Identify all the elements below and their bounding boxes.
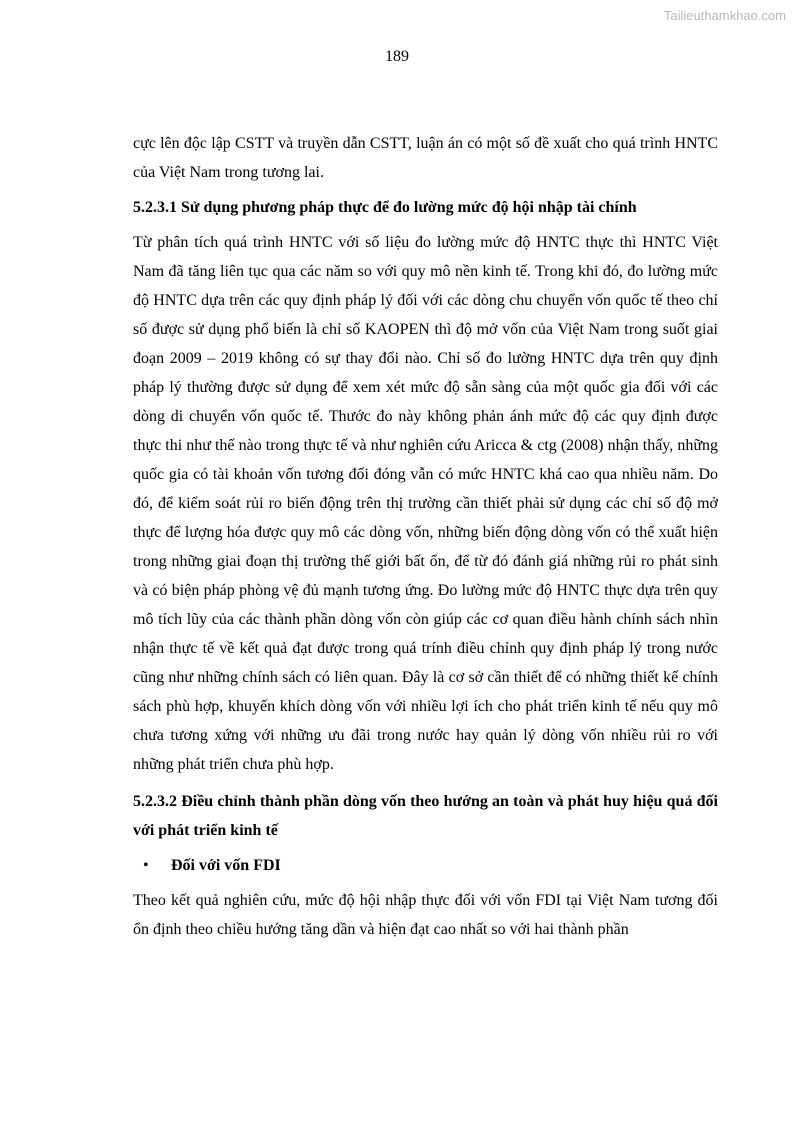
document-body — [133, 129, 718, 944]
section-heading-5-2-3-1: 5.2.3.1 Sử dụng phương pháp thực để đo lường mức độ hội nhập tài chính — [133, 199, 637, 216]
watermark: Tailieuthamkhao.com — [663, 8, 786, 23]
paragraph-1: Từ phân tích quá trình HNTC với số liệu đo lường mức độ HNTC thực thì HNTC Việt Nam đã tăng liên tục qua các năm so với quy mô nền kinh tế. Trong khi đó, đo lường mức độ HNTC dựa trên các quy định pháp lý đối với các dòng chu chuyển vốn quốc tế theo chỉ số được sử dụng phổ biến là chỉ số KAOPEN thì độ mở vốn của Việt Nam trong suốt giai đoạn 2009 – 2019 không có sự thay đổi nào. Chỉ số đo lường HNTC dựa trên quy định pháp lý thường được sử dụng để xem xét mức độ sẵn sàng của một quốc gia đối với các dòng di chuyển vốn quốc tế. Thước đo này không phản ánh mức độ các quy định được thực thi như thế nào trong thực tế và như nghiên cứu Aricca & ctg (2008) nhận thấy, những quốc gia có tài khoản vốn tương đối đóng vẫn có mức HNTC khá cao qua nhiều năm. Do đó, để kiểm soát rủi ro biến động trên thị trường cần thiết phải sử dụng các chỉ số độ mở thực để lượng hóa được quy mô các dòng vốn, những biến động dòng vốn có thể xuất hiện trong những giai đoạn thị trường thế giới bất ổn, để từ đó đánh giá những rủi ro phát sinh và có biện pháp phòng vệ đủ mạnh tương ứng. Đo lường mức độ HNTC thực dựa trên quy mô tích lũy của các thành phần dòng vốn còn giúp các cơ quan điều hành chính sách nhìn nhận thực tế về kết quả đạt được trong quá trính điều chỉnh quy định pháp lý trong nước cũng như những chính sách có liên quan. Đây là cơ sở cần thiết để có những thiết kế chính sách phù hợp, khuyến khích dòng vốn với nhiều lợi ích cho phát triển kinh tế nếu quy mô chưa tương xứng với những ưu đãi trong nước hay quản lý dòng vốn nhiều rủi ro với những phát triển chưa phù hợp. — [133, 234, 718, 773]
paragraph-intro: cực lên độc lập CSTT và truyền dẫn CSTT, luận án có một số đề xuất cho quá trình HNTC của Việt Nam trong tương lai. — [133, 135, 718, 181]
bullet-icon: • — [143, 857, 149, 874]
paragraph-2: Theo kết quả nghiên cứu, mức độ hội nhập thực đối với vốn FDI tại Việt Nam tương đối ổn định theo chiều hướng tăng dần và hiện đạt cao nhất so với hai thành phần — [133, 892, 718, 938]
page-number: 189 — [385, 48, 409, 65]
bullet-label: Đối với vốn FDI — [171, 857, 281, 874]
section-heading-5-2-3-2: 5.2.3.2 Điều chỉnh thành phần dòng vốn theo hướng an toàn và phát huy hiệu quả đối với phát triển kinh tế — [133, 793, 718, 839]
bullet-item-fdi — [133, 851, 718, 880]
